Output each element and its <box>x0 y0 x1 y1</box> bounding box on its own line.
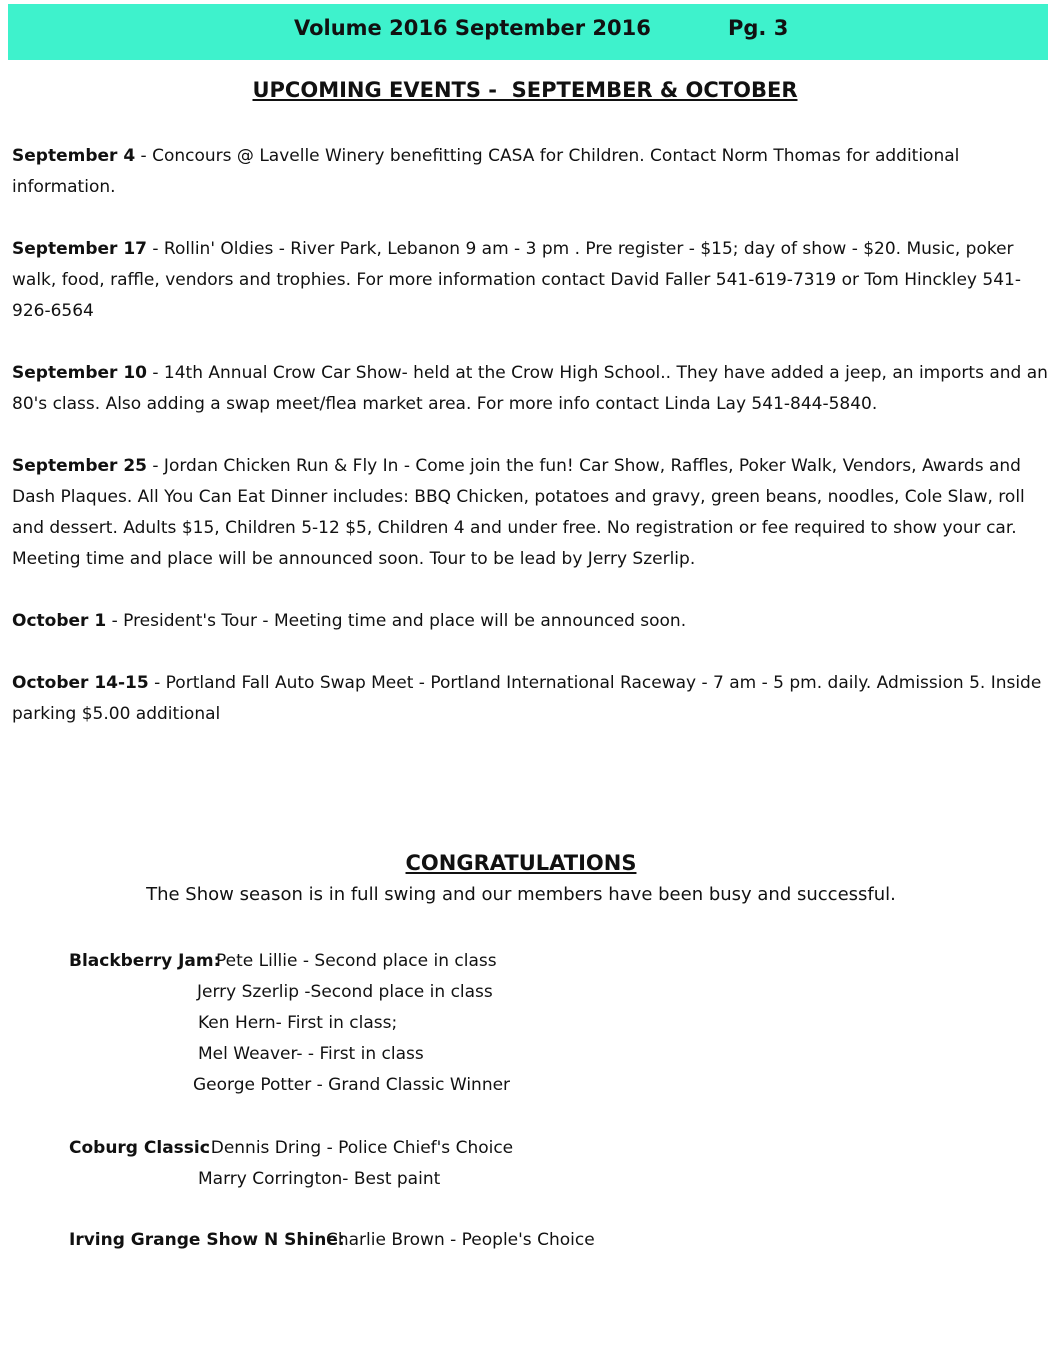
event-item <box>12 451 1048 575</box>
event-description: - 14th Annual Crow Car Show- held at the Crow High School.. They have added a jeep, an imports and an 80's class. Also adding a swap meet/flea market area. For more info contact Linda Lay 541-844-5840. <box>12 363 1048 414</box>
event-item <box>12 141 1048 203</box>
event-item <box>12 668 1048 730</box>
event-date: September 25 <box>12 456 147 476</box>
congratulations-intro: The Show season is in full swing and our members have been busy and successful. <box>146 884 896 905</box>
show-name: Blackberry Jam: <box>69 951 221 971</box>
event-item <box>12 234 1048 327</box>
winner-entry: Ken Hern- First in class; <box>198 1013 398 1033</box>
event-description: - Portland Fall Auto Swap Meet - Portland International Raceway - 7 am - 5 pm. daily. Admission 5. Inside parking $5.00 additional <box>12 673 1042 724</box>
winner-entry: Jerry Szerlip -Second place in class <box>197 982 493 1002</box>
winner-entry: Charlie Brown - People's Choice <box>326 1230 595 1250</box>
event-date: September 10 <box>12 363 147 383</box>
event-description: - President's Tour - Meeting time and place will be announced soon. <box>106 611 687 631</box>
event-date: October 14-15 <box>12 673 149 693</box>
page-number: Pg. 3 <box>728 16 789 40</box>
congratulations-title: CONGRATULATIONS <box>405 851 637 875</box>
winner-entry: Marry Corrington- Best paint <box>198 1169 441 1189</box>
event-date: September 17 <box>12 239 147 259</box>
event-item <box>12 606 1048 637</box>
volume-label: Volume 2016 September 2016 <box>294 16 651 40</box>
winner-entry: Mel Weaver- - First in class <box>198 1044 424 1064</box>
event-description: - Rollin' Oldies - River Park, Lebanon 9 am - 3 pm . Pre register - $15; day of show - $20. Music, poker walk, food, raffle, vendors and trophies. For more information contact David Faller 541-619-7319 or Tom Hinckley 541-926-6564 <box>12 239 1021 321</box>
event-description: - Jordan Chicken Run & Fly In - Come join the fun! Car Show, Raffles, Poker Walk, Vendors, Awards and Dash Plaques. All You Can Eat Dinner includes: BBQ Chicken, potatoes and gravy, green beans, noodles, Cole Slaw, roll and dessert. Adults $15, Children 5-12 $5, Children 4 and under free. No registration or fee required to show your car. Meeting time and place will be announced soon. Tour to be lead by Jerry Szerlip. <box>12 456 1025 569</box>
events-list <box>12 141 1048 730</box>
event-item <box>12 358 1048 420</box>
winner-entry: :Dennis Dring - Police Chief's Choice <box>205 1138 514 1158</box>
winner-entry: George Potter - Grand Classic Winner <box>193 1075 511 1095</box>
header-banner <box>8 4 1048 60</box>
winner-entry: Pete Lillie - Second place in class <box>216 951 497 971</box>
event-date: October 1 <box>12 611 107 631</box>
show-name: Coburg Classic <box>69 1138 210 1158</box>
events-section-title: UPCOMING EVENTS - SEPTEMBER & OCTOBER <box>252 78 798 102</box>
show-name: Irving Grange Show N Shine: <box>69 1230 345 1250</box>
event-description: - Concours @ Lavelle Winery benefitting CASA for Children. Contact Norm Thomas for additional information. <box>12 146 960 197</box>
event-date: September 4 <box>12 146 136 166</box>
